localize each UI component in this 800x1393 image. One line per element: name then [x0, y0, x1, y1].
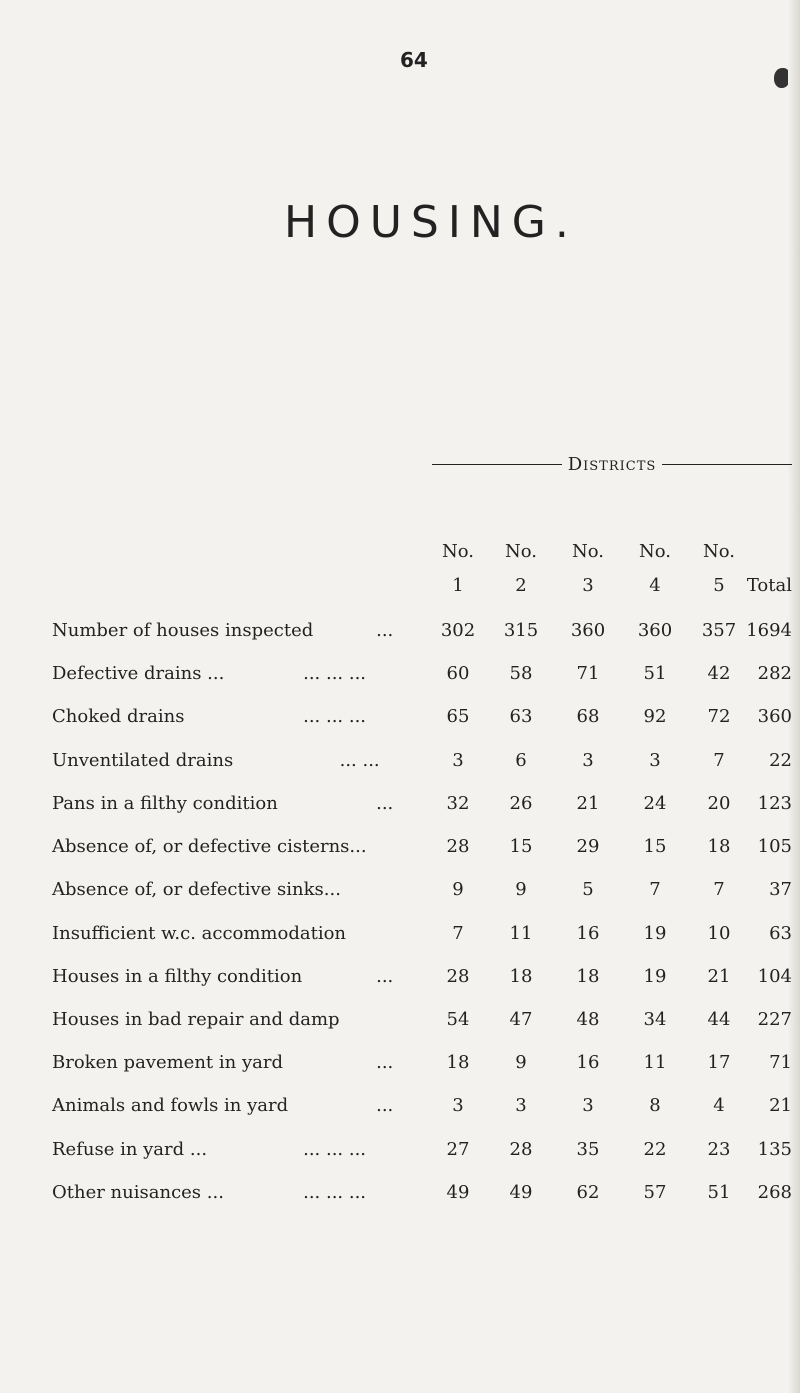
districts-label: Districts [567, 454, 657, 475]
row-total-cell: 37 [769, 879, 792, 900]
district-3-cell: 360 [570, 620, 606, 641]
district-5-cell: 72 [707, 706, 731, 727]
row-leader-dots: ... ... ... [303, 1139, 367, 1160]
row-label: Animals and fowls in yard [52, 1095, 289, 1116]
district-4-cell: 57 [643, 1182, 667, 1203]
district-2-cell: 315 [503, 620, 539, 641]
row-total-cell: 227 [757, 1009, 792, 1030]
row-total-cell: 104 [757, 966, 792, 987]
district-2-cell: 63 [509, 706, 533, 727]
row-total-cell: 123 [757, 793, 792, 814]
table-row [52, 1182, 792, 1214]
table-row [52, 663, 792, 695]
row-label: Houses in bad repair and damp [52, 1009, 340, 1030]
district-4-cell: 11 [643, 1052, 667, 1073]
row-total-cell: 21 [769, 1095, 792, 1116]
district-2-cell: 3 [515, 1095, 527, 1116]
district-5-cell: 44 [707, 1009, 731, 1030]
table-row [52, 793, 792, 825]
district-5-cell: 357 [701, 620, 737, 641]
district-2-cell: 49 [509, 1182, 533, 1203]
district-3-cell: 16 [576, 1052, 600, 1073]
row-total-cell: 1694 [746, 620, 792, 641]
column-header-line2: 1 [452, 575, 464, 596]
row-leader-dots: ... [376, 793, 394, 814]
district-1-cell: 54 [446, 1009, 470, 1030]
district-3-cell: 5 [582, 879, 594, 900]
row-label: Other nuisances ... [52, 1182, 224, 1203]
row-total-cell: 360 [757, 706, 792, 727]
district-1-cell: 18 [446, 1052, 470, 1073]
district-4-cell: 92 [643, 706, 667, 727]
district-2-cell: 9 [515, 879, 527, 900]
district-3-cell: 18 [576, 966, 600, 987]
district-3-cell: 68 [576, 706, 600, 727]
table-row [52, 620, 792, 652]
district-1-cell: 27 [446, 1139, 470, 1160]
table-row [52, 923, 792, 955]
district-5-cell: 51 [707, 1182, 731, 1203]
districts-rule-left [432, 464, 562, 465]
district-5-cell: 20 [707, 793, 731, 814]
district-4-cell: 3 [649, 750, 661, 771]
column-header-4 [625, 535, 685, 603]
row-label: Pans in a filthy condition [52, 793, 278, 814]
column-header-line1: No. [505, 541, 537, 562]
district-1-cell: 9 [452, 879, 464, 900]
row-leader-dots: ... ... ... [303, 706, 367, 727]
district-3-cell: 29 [576, 836, 600, 857]
district-2-cell: 15 [509, 836, 533, 857]
district-1-cell: 7 [452, 923, 464, 944]
district-1-cell: 60 [446, 663, 470, 684]
district-2-cell: 26 [509, 793, 533, 814]
district-4-cell: 22 [643, 1139, 667, 1160]
district-5-cell: 17 [707, 1052, 731, 1073]
row-leader-dots: ... [376, 1095, 394, 1116]
table-row [52, 836, 792, 868]
district-3-cell: 62 [576, 1182, 600, 1203]
column-header-1 [428, 535, 488, 603]
district-3-cell: 21 [576, 793, 600, 814]
district-5-cell: 7 [713, 879, 725, 900]
districts-rule-right [662, 464, 792, 465]
table-row [52, 706, 792, 738]
row-label: Houses in a filthy condition [52, 966, 303, 987]
district-1-cell: 28 [446, 836, 470, 857]
row-total-cell: 135 [757, 1139, 792, 1160]
district-3-cell: 3 [582, 1095, 594, 1116]
row-total-cell: 22 [769, 750, 792, 771]
column-header-3 [558, 535, 618, 603]
row-leader-dots: ... ... ... [303, 1182, 367, 1203]
column-header-line2: Total [746, 575, 792, 596]
district-5-cell: 4 [713, 1095, 725, 1116]
row-label: Unventilated drains [52, 750, 234, 771]
row-total-cell: 63 [769, 923, 792, 944]
row-label: Insufficient w.c. accommodation [52, 923, 347, 944]
district-5-cell: 18 [707, 836, 731, 857]
table-row [52, 1095, 792, 1127]
column-header-line2: 2 [515, 575, 527, 596]
page-title: HOUSING. [284, 197, 578, 248]
district-3-cell: 35 [576, 1139, 600, 1160]
row-leader-dots: ... [376, 966, 394, 987]
district-3-cell: 71 [576, 663, 600, 684]
row-label: Number of houses inspected [52, 620, 314, 641]
column-header-line1: No. [572, 541, 604, 562]
district-4-cell: 15 [643, 836, 667, 857]
table-row [52, 750, 792, 782]
column-header-line2: 3 [582, 575, 594, 596]
district-4-cell: 8 [649, 1095, 661, 1116]
row-label: Choked drains [52, 706, 185, 727]
district-1-cell: 3 [452, 1095, 464, 1116]
district-4-cell: 360 [637, 620, 673, 641]
row-label: Refuse in yard ... [52, 1139, 208, 1160]
district-4-cell: 51 [643, 663, 667, 684]
row-label: Broken pavement in yard [52, 1052, 283, 1073]
column-header-line1: No. [703, 541, 735, 562]
districts-header [432, 454, 792, 475]
column-header-line1 [722, 535, 792, 569]
row-total-cell: 282 [757, 663, 792, 684]
district-2-cell: 18 [509, 966, 533, 987]
table-row [52, 1009, 792, 1041]
column-header-6 [722, 535, 792, 603]
row-total-cell: 105 [757, 836, 792, 857]
district-3-cell: 16 [576, 923, 600, 944]
district-1-cell: 3 [452, 750, 464, 771]
district-1-cell: 32 [446, 793, 470, 814]
table-row [52, 966, 792, 998]
row-total-cell: 268 [757, 1182, 792, 1203]
district-1-cell: 302 [440, 620, 476, 641]
table-row [52, 879, 792, 911]
district-2-cell: 28 [509, 1139, 533, 1160]
district-2-cell: 58 [509, 663, 533, 684]
district-4-cell: 24 [643, 793, 667, 814]
row-leader-dots: ... ... ... [303, 663, 367, 684]
row-label: Absence of, or defective sinks... [52, 879, 341, 900]
district-3-cell: 3 [582, 750, 594, 771]
district-3-cell: 48 [576, 1009, 600, 1030]
row-leader-dots: ... [376, 1052, 394, 1073]
district-4-cell: 34 [643, 1009, 667, 1030]
district-5-cell: 21 [707, 966, 731, 987]
column-header-line2: 4 [649, 575, 661, 596]
district-2-cell: 47 [509, 1009, 533, 1030]
row-label: Absence of, or defective cisterns... [52, 836, 367, 857]
district-5-cell: 23 [707, 1139, 731, 1160]
district-2-cell: 6 [515, 750, 527, 771]
table-row [52, 1139, 792, 1171]
column-header-2 [491, 535, 551, 603]
district-4-cell: 7 [649, 879, 661, 900]
column-header-line1: No. [639, 541, 671, 562]
row-leader-dots: ... [376, 620, 394, 641]
row-leader-dots: ... ... [339, 750, 380, 771]
district-1-cell: 49 [446, 1182, 470, 1203]
district-5-cell: 7 [713, 750, 725, 771]
district-4-cell: 19 [643, 966, 667, 987]
district-1-cell: 65 [446, 706, 470, 727]
column-header-line2: 5 [713, 575, 725, 596]
row-total-cell: 71 [769, 1052, 792, 1073]
district-5-cell: 10 [707, 923, 731, 944]
column-header-line1: No. [442, 541, 474, 562]
district-1-cell: 28 [446, 966, 470, 987]
district-5-cell: 42 [707, 663, 731, 684]
row-label: Defective drains ... [52, 663, 225, 684]
page-number: 64 [400, 48, 428, 72]
district-2-cell: 11 [509, 923, 533, 944]
table-row [52, 1052, 792, 1084]
district-2-cell: 9 [515, 1052, 527, 1073]
district-4-cell: 19 [643, 923, 667, 944]
